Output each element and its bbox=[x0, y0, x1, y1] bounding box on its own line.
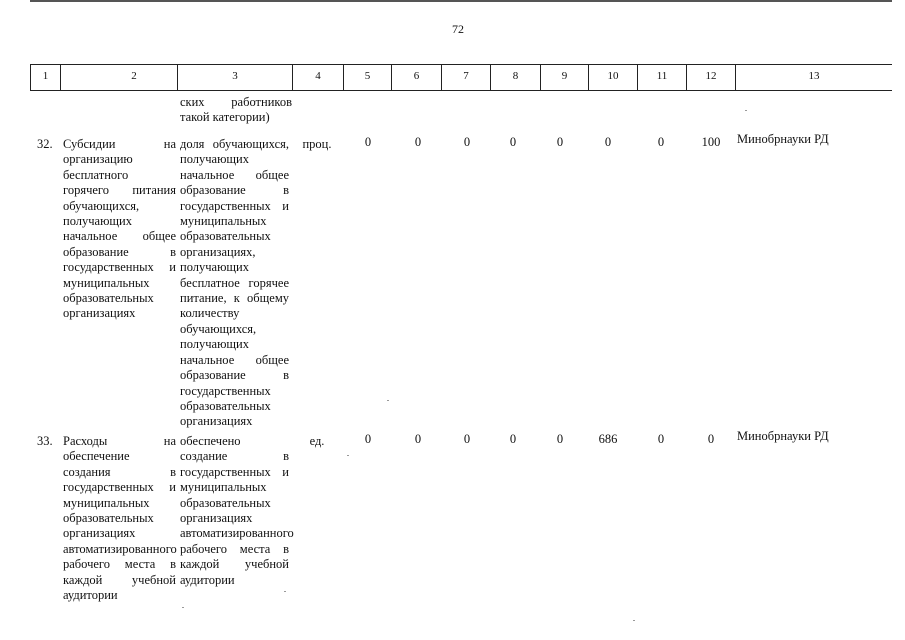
value-cell: 0 bbox=[463, 432, 471, 446]
column-header-9: 9 bbox=[540, 65, 588, 90]
unit-of-measure: проц. bbox=[302, 137, 332, 151]
value-cell: 0 bbox=[509, 432, 517, 446]
value-cell: 686 bbox=[598, 432, 618, 446]
column-header-5: 5 bbox=[343, 65, 391, 90]
top-border-line bbox=[30, 0, 892, 2]
column-header-7: 7 bbox=[441, 65, 490, 90]
column-header-13: 13 bbox=[735, 65, 892, 90]
column-header-6: 6 bbox=[391, 65, 441, 90]
column-header-12: 12 bbox=[686, 65, 735, 90]
table-header bbox=[30, 64, 892, 91]
value-cell: 0 bbox=[657, 432, 665, 446]
scan-speck bbox=[387, 400, 389, 401]
value-cell: 0 bbox=[556, 135, 564, 149]
continuation-indicator-text: ских работников такой категории) bbox=[180, 95, 292, 125]
value-cell: 0 bbox=[509, 135, 517, 149]
scan-speck bbox=[284, 591, 286, 592]
value-cell: 0 bbox=[364, 135, 372, 149]
executor-name: Минобрнауки РД bbox=[737, 132, 829, 146]
column-header-11: 11 bbox=[637, 65, 686, 90]
indicator-name: обеспечено создание в государственных и муниципальных образовательных организациях автоматизированного рабочего места в каждой учебной аудитории bbox=[180, 434, 294, 587]
row-number: 33. bbox=[37, 434, 53, 448]
column-header-1: 1 bbox=[30, 65, 60, 90]
value-cell: 0 bbox=[707, 432, 715, 446]
value-cell: 0 bbox=[604, 135, 612, 149]
column-header-2: 2 bbox=[60, 65, 207, 90]
column-header-3: 3 bbox=[177, 65, 292, 90]
row-number: 32. bbox=[37, 137, 53, 151]
scan-speck bbox=[745, 110, 747, 111]
column-header-8: 8 bbox=[490, 65, 540, 90]
measure-name: Расходы на обеспечение создания в государственных и муниципальных образовательных организациях автоматизированного рабочего места в каждой учебной аудитории bbox=[63, 434, 177, 603]
scan-speck bbox=[633, 620, 635, 621]
value-cell: 100 bbox=[701, 135, 721, 149]
scan-speck bbox=[182, 607, 184, 608]
value-cell: 0 bbox=[414, 432, 422, 446]
column-header-10: 10 bbox=[588, 65, 637, 90]
measure-name: Субсидии на организацию бесплатного горячего питания обучающихся, получающих начальное общее образование в государственных и муниципальных образовательных организациях bbox=[63, 137, 176, 321]
column-header-4: 4 bbox=[292, 65, 343, 90]
value-cell: 0 bbox=[657, 135, 665, 149]
value-cell: 0 bbox=[556, 432, 564, 446]
value-cell: 0 bbox=[463, 135, 471, 149]
value-cell: 0 bbox=[364, 432, 372, 446]
scan-speck bbox=[347, 455, 349, 456]
indicator-name: доля обучающихся, получающих начальное общее образование в государственных и муниципальных образовательных организациях, получающих бесплатное горячее питание, к общему количеству обучающихся, получающих начальное общее образование в государственных образовательных организациях bbox=[180, 137, 289, 429]
value-cell: 0 bbox=[414, 135, 422, 149]
executor-name: Минобрнауки РД bbox=[737, 429, 829, 443]
unit-of-measure: ед. bbox=[309, 434, 325, 448]
page-number: 72 bbox=[452, 22, 464, 36]
